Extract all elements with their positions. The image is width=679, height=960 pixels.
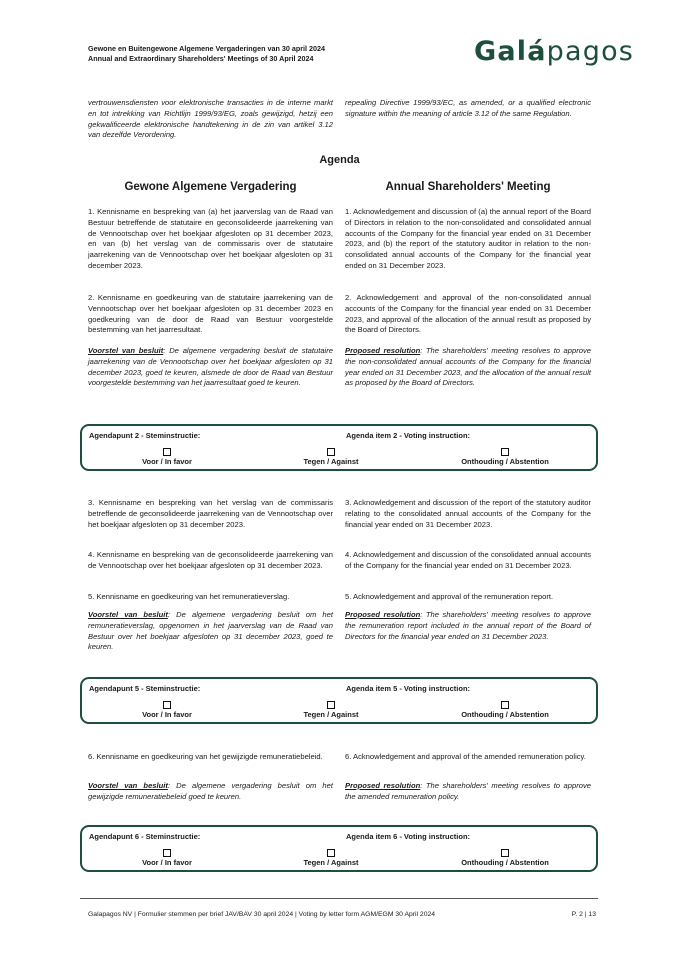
logo-part-a: Galá (474, 36, 547, 67)
resolution-2-en (345, 346, 591, 389)
checkbox-against[interactable] (327, 701, 335, 709)
voting-label-nl: Agendapunt 5 - Steminstructie: (89, 684, 201, 693)
item-5-nl: 5. Kennisname en goedkeuring van het remuneratieverslag. (88, 592, 290, 601)
intro-en: repealing Directive 1999/93/EC, as amended, or a qualified electronic signature within the meaning of article 3.12 of the same Regulation. (345, 98, 591, 118)
checkbox-abstain[interactable] (501, 701, 509, 709)
resolution-5-nl (88, 610, 333, 653)
item-2-nl: 2. Kennisname en goedkeuring van de statutaire jaarrekening van de Vennootschap over het boekjaar afgesloten op 31 december 2023 en goedkeuring van de door de Raad van Bestuur voorgestelde bestemming van het jaarresultaat. (88, 293, 333, 335)
item-6-en: 6. Acknowledgement and approval of the amended remuneration policy. (345, 752, 586, 761)
checkbox-against[interactable] (327, 448, 335, 456)
checkbox-against[interactable] (327, 849, 335, 857)
vote-favor-label: Voor / In favor (142, 858, 192, 867)
vote-favor-label: Voor / In favor (142, 710, 192, 719)
vote-abstain-label: Onthouding / Abstention (461, 710, 549, 719)
vote-option-against[interactable] (266, 701, 396, 719)
voting-label-en: Agenda item 5 - Voting instruction: (346, 684, 471, 693)
resolution-text-nl: De algemene vergadering besluit de statutaire jaarrekening van de Vennootschap over het boekjaar afgesloten op 31 december 2023, goed te keuren, alsmede de door de Raad van Bestuur voorgestelde bestemming van het jaarresultaat goed te keuren. (88, 346, 333, 388)
item-1-nl: 1. Kennisname en bespreking van (a) het jaarverslag van de Raad van Bestuur betreffende de statutaire en geconsolideerde jaarrekening van de Vennootschap over het boekjaar afgesloten op 31 december 2023, en van (b) het verslag van de commissaris over de statutaire jaarrekening van de Vennootschap over het boekjaar afgesloten op 31 december 2023. (88, 207, 333, 270)
resolution-colon: : (420, 346, 423, 355)
vote-option-favor[interactable] (102, 448, 232, 466)
item-1-en: 1. Acknowledgement and discussion of (a) the annual report of the Board of Directors in relation to the non-consolidated and consolidated annual accounts of the Company for the financial year ended on 31 December 2023, and (b) the report of the statutory auditor in relation to the non-consolidated annual accounts of the Company for the financial year ended on 31 December 2023. (345, 207, 591, 270)
vote-against-label: Tegen / Against (303, 457, 359, 466)
item-5-en: 5. Acknowledgement and approval of the remuneration report. (345, 592, 554, 601)
item-3-en: 3. Acknowledgement and discussion of the report of the statutory auditor relating to the consolidated annual accounts of the Company for the financial year ended on 31 December 2023. (345, 498, 591, 529)
resolution-colon: : (163, 346, 166, 355)
vote-against-label: Tegen / Against (303, 858, 359, 867)
resolution-5-en (345, 610, 591, 642)
checkbox-favor[interactable] (163, 701, 171, 709)
item-4-en: 4. Acknowledgement and discussion of the consolidated annual accounts of the Company for the financial year ended on 31 December 2023. (345, 550, 591, 570)
footer-text: Galapagos NV | Formulier stemmen per brief JAV/BAV 30 april 2024 | Voting by letter form AGM/EGM 30 April 2024 (88, 911, 436, 918)
resolution-colon: : (167, 610, 171, 619)
vote-option-favor[interactable] (102, 849, 232, 867)
agenda-title: Agenda (319, 154, 360, 166)
intro-nl: vertrouwensdiensten voor elektronische transacties in de interne markt en tot intrekking van Richtlijn 1999/93/EG, zoals gewijzigd, hetzij een gekwalificeerde elektronische handtekening in de zin van artikel 3.12 van dezelfde Verordening. (88, 98, 333, 140)
item-4-nl: 4. Kennisname en bespreking van de geconsolideerde jaarrekening van de Vennootschap over het boekjaar afgesloten op 31 december 2023. (88, 550, 333, 570)
resolution-colon: : (167, 781, 171, 790)
resolution-6-nl (88, 781, 333, 803)
vote-abstain-label: Onthouding / Abstention (461, 457, 549, 466)
vote-option-against[interactable] (266, 448, 396, 466)
vote-against-label: Tegen / Against (303, 710, 359, 719)
voting-box-item-6 (80, 825, 598, 872)
checkbox-favor[interactable] (163, 448, 171, 456)
resolution-label-nl: Voorstel van besluit (88, 610, 168, 619)
resolution-label-en: Proposed resolution (345, 346, 421, 355)
vote-option-abstain[interactable] (440, 849, 570, 867)
voting-label-nl: Agendapunt 2 - Steminstructie: (89, 431, 201, 440)
vote-option-against[interactable] (266, 849, 396, 867)
voting-box-item-5 (80, 677, 598, 724)
voting-label-nl: Agendapunt 6 - Steminstructie: (89, 832, 201, 841)
header-title-nl: Gewone en Buitengewone Algemene Vergaderingen van 30 april 2024 (88, 44, 325, 53)
voting-box-item-2 (80, 424, 598, 471)
resolution-colon: : (420, 781, 423, 790)
checkbox-abstain[interactable] (501, 849, 509, 857)
resolution-label-nl: Voorstel van besluit (88, 346, 164, 355)
resolution-2-nl (88, 346, 333, 389)
item-3-nl: 3. Kennisname en bespreking van het verslag van de commissaris betreffende de geconsolideerde jaarrekening van de Vennootschap over het boekjaar afgesloten op 31 december 2023. (88, 498, 333, 529)
voting-label-en: Agenda item 2 - Voting instruction: (346, 431, 471, 440)
vote-option-abstain[interactable] (440, 448, 570, 466)
checkbox-abstain[interactable] (501, 448, 509, 456)
document-header (88, 44, 325, 64)
resolution-text-nl: De algemene vergadering besluit om het remuneratieverslag, opgenomen in het jaarverslag van de Raad van Bestuur over het boekjaar afgesloten op 31 december 2023, goed te keuren. (88, 610, 333, 652)
resolution-text-nl: De algemene vergadering besluit om het gewijzigde remuneratiebeleid goed te keuren. (88, 781, 333, 801)
footer-divider (80, 898, 598, 899)
checkbox-favor[interactable] (163, 849, 171, 857)
resolution-label-en: Proposed resolution (345, 610, 421, 619)
resolution-6-en (345, 781, 591, 803)
nl-section-title: Gewone Algemene Vergadering (124, 181, 297, 193)
resolution-label-en: Proposed resolution (345, 781, 421, 790)
vote-option-abstain[interactable] (440, 701, 570, 719)
resolution-label-nl: Voorstel van besluit (88, 781, 168, 790)
item-6-nl: 6. Kennisname en goedkeuring van het gewijzigde remuneratiebeleid. (88, 752, 323, 761)
resolution-colon: : (420, 610, 423, 619)
resolution-text-en: The shareholders' meeting resolves to approve the non-consolidated annual accounts of the Company for the financial year ended on 31 December 2023, and the allocation of the annual result as proposed by the Board of Directors. (345, 346, 591, 388)
vote-abstain-label: Onthouding / Abstention (461, 858, 549, 867)
vote-favor-label: Voor / In favor (142, 457, 192, 466)
header-title-en: Annual and Extraordinary Shareholders' Meetings of 30 April 2024 (88, 54, 314, 63)
vote-option-favor[interactable] (102, 701, 232, 719)
voting-label-en: Agenda item 6 - Voting instruction: (346, 832, 471, 841)
resolution-text-en: The shareholders' meeting resolves to approve the remuneration report included in the annual report of the Board of Directors for the financial year ended on 31 December 2023. (345, 610, 591, 641)
resolution-text-en: The shareholders' meeting resolves to approve the amended remuneration policy. (345, 781, 591, 801)
item-2-en: 2. Acknowledgement and approval of the non-consolidated annual accounts of the Company for the financial year ended on 31 December 2023, and approval of the allocation of the annual result as proposed by the Board of Directors. (345, 293, 591, 335)
logo-part-b: pagos (546, 36, 635, 67)
en-section-title: Annual Shareholders' Meeting (385, 181, 551, 193)
page-number: P. 2 | 13 (571, 911, 596, 918)
galapagos-logo (474, 36, 634, 67)
